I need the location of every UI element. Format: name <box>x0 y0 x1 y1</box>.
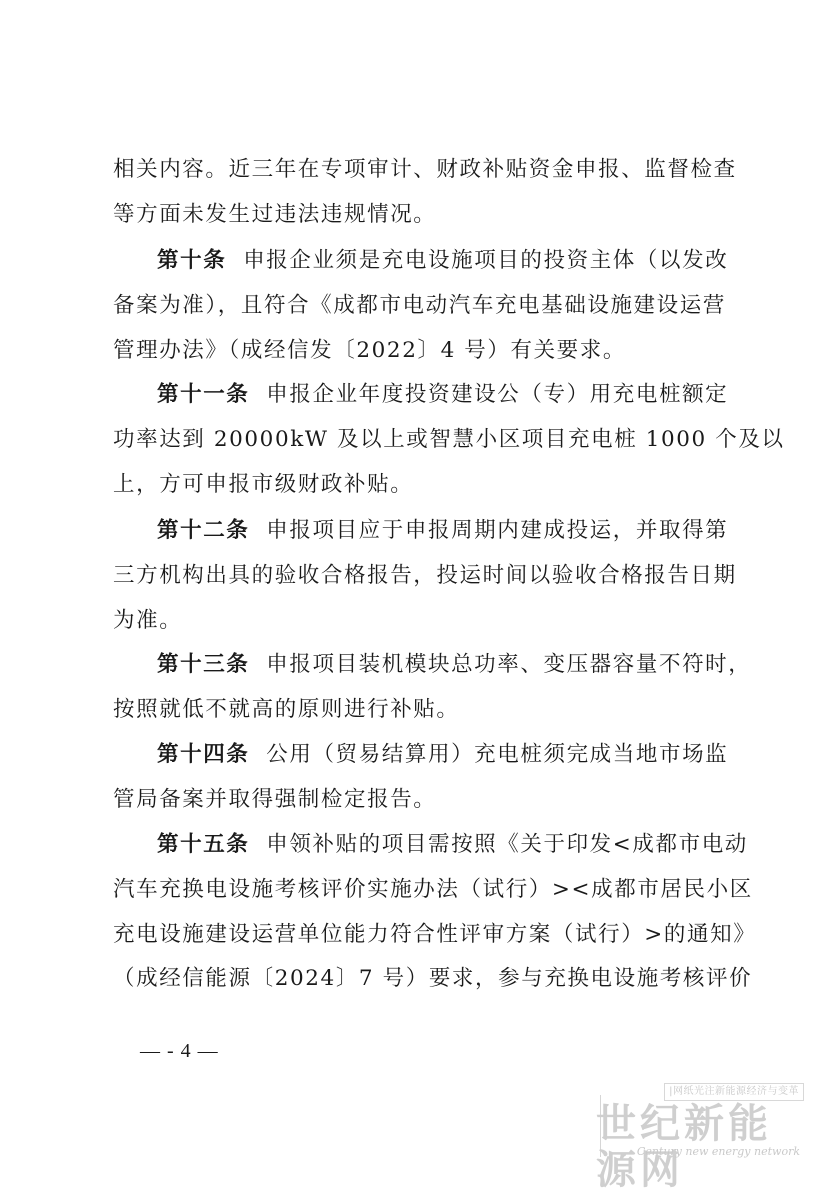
body-line-1: 相关内容。近三年在专项审计、财政补贴资金申报、监督检查 <box>113 157 737 182</box>
watermark-tagline: |网纸光注新能源经济与变革 <box>664 1083 804 1101</box>
article-11-line-2: 功率达到 20000kW 及以上或智慧小区项目充电桩 1000 个及以 <box>113 427 785 452</box>
watermark-title: 世纪新能源网 <box>596 1100 772 1193</box>
article-11-line-1: 第十一条 申报企业年度投资建设公（专）用充电桩额定 <box>157 382 729 407</box>
article-13-heading: 第十三条 <box>157 652 250 677</box>
article-11-heading: 第十一条 <box>157 382 250 407</box>
article-10-line-1: 第十条 申报企业须是充电设施项目的投资主体（以发改 <box>157 248 729 273</box>
article-10-line-3: 管理办法》（成经信发〔2022〕4 号）有关要求。 <box>113 338 626 363</box>
watermark-logo <box>596 1083 810 1193</box>
article-14-line-1: 第十四条 公用（贸易结算用）充电桩须完成当地市场监 <box>157 742 729 767</box>
article-13-line-2: 按照就低不就高的原则进行补贴。 <box>113 697 460 722</box>
article-12-heading: 第十二条 <box>157 518 250 543</box>
article-12-line-3: 为准。 <box>113 608 183 633</box>
article-11-line-3: 上，方可申报市级财政补贴。 <box>113 472 414 497</box>
article-12-line-2: 三方机构出具的验收合格报告，投运时间以验收合格报告日期 <box>113 563 737 588</box>
article-15-line-1: 第十五条 申领补贴的项目需按照《关于印发<成都市电动 <box>157 832 748 857</box>
article-14-line-2: 管局备案并取得强制检定报告。 <box>113 787 437 812</box>
article-15-line-4: （成经信能源〔2024〕7 号）要求，参与充换电设施考核评价 <box>113 966 753 991</box>
article-15-heading: 第十五条 <box>157 832 250 857</box>
body-line-2: 等方面未发生过违法违规情况。 <box>113 202 437 227</box>
article-12-line-1: 第十二条 申报项目应于申报周期内建成投运，并取得第 <box>157 518 729 543</box>
article-14-heading: 第十四条 <box>157 742 250 767</box>
article-15-line-3: 充电设施建设运营单位能力符合性评审方案（试行）>的通知》 <box>113 922 757 947</box>
article-13-line-1: 第十三条 申报项目装机模块总功率、变压器容量不符时， <box>157 652 752 677</box>
article-10-line-2: 备案为准），且符合《成都市电动汽车充电基础设施建设运营 <box>113 293 726 318</box>
page-number: — - 4 — <box>140 1040 219 1062</box>
watermark-english: Century new energy network <box>636 1145 800 1158</box>
article-10-heading: 第十条 <box>157 248 227 273</box>
article-15-line-2: 汽车充换电设施考核评价实施办法（试行）><成都市居民小区 <box>113 877 753 902</box>
